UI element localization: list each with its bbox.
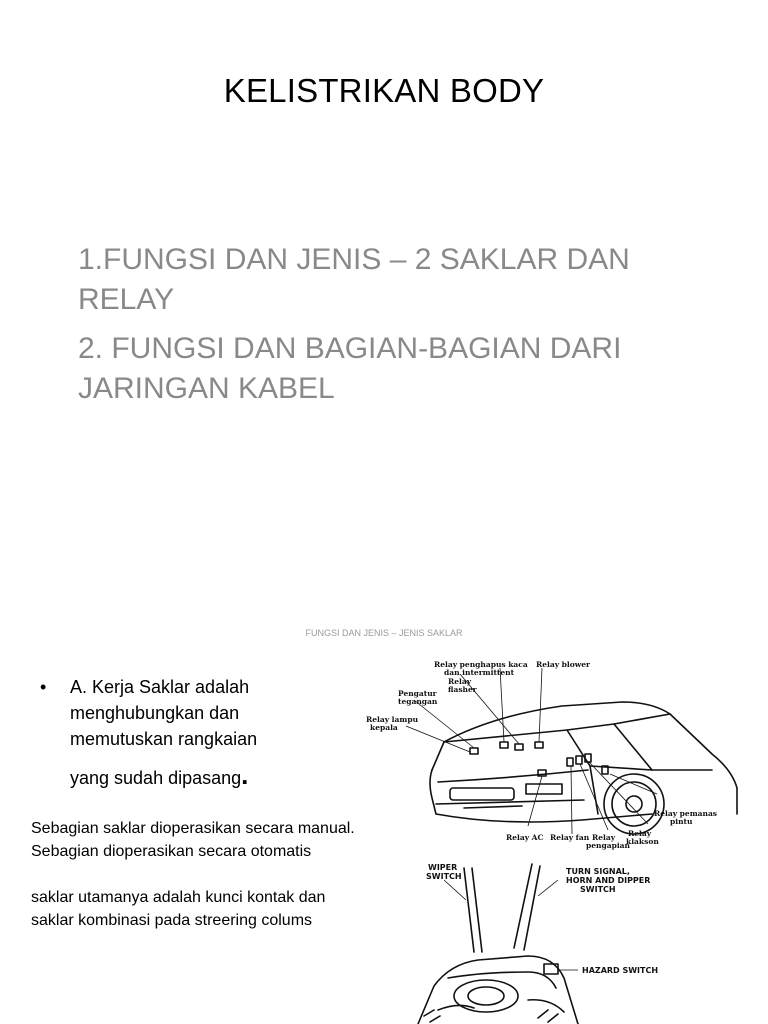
bullet-dot: • bbox=[40, 677, 47, 697]
label-relay-wiper-2: dan intermittent bbox=[444, 668, 515, 677]
slide-title-heading: KELISTRIKAN BODY bbox=[223, 72, 545, 109]
label-heater-relay-2: pintu bbox=[670, 817, 693, 826]
paragraph-line: saklar kombinasi pada streering colums bbox=[31, 912, 313, 929]
paragraph-line: Sebagian dioperasikan secara otomatis bbox=[31, 843, 312, 860]
label-relay-horn: Relay bbox=[628, 829, 652, 838]
label-headlamp-relay: Relay lampu bbox=[366, 715, 419, 724]
label-relay-defogger-2: pengapian bbox=[586, 841, 630, 850]
bullet-period: . bbox=[241, 760, 249, 790]
car-relay-diagram bbox=[352, 658, 742, 858]
agenda-list bbox=[78, 240, 718, 418]
label-turn-signal-switch: TURN SIGNAL, bbox=[566, 867, 630, 876]
bullet-line: A. Kerja Saklar adalah bbox=[70, 677, 250, 697]
label-relay-fan: Relay fan bbox=[550, 833, 590, 842]
label-relay-defogger: Relay bbox=[592, 833, 616, 842]
label-turn-signal-switch-3: SWITCH bbox=[580, 885, 616, 894]
label-relay-horn-2: klakson bbox=[626, 837, 659, 846]
paragraph-line: saklar utamanya adalah kunci kontak dan bbox=[31, 889, 326, 906]
label-heater-relay: Relay pemanas bbox=[654, 809, 718, 818]
bullet-line-text: yang sudah dipasang bbox=[70, 768, 242, 788]
paragraph-operation bbox=[31, 817, 391, 863]
paragraph-line: Sebagian saklar dioperasikan secara manual. bbox=[31, 820, 355, 837]
label-headlamp-relay-2: kepala bbox=[370, 723, 398, 732]
steering-column-switch-diagram bbox=[378, 860, 678, 1024]
label-wiper-switch: WIPER bbox=[428, 863, 458, 872]
slide-header: FUNGSI DAN JENIS – JENIS SAKLAR bbox=[305, 628, 463, 638]
label-turn-signal-switch-2: HORN AND DIPPER bbox=[566, 876, 651, 885]
agenda-item: 1.FUNGSI DAN JENIS – 2 SAKLAR DAN RELAY bbox=[78, 243, 630, 316]
label-relay-flasher-2: flasher bbox=[448, 685, 477, 694]
label-relay-ac: Relay AC bbox=[506, 833, 544, 842]
label-relay-wiper: Relay penghapus kaca bbox=[434, 660, 528, 669]
bullet-line: menghubungkan dan bbox=[70, 703, 240, 723]
paragraph-main-switches bbox=[31, 886, 391, 932]
label-hazard-switch: HAZARD SWITCH bbox=[582, 966, 659, 975]
bullet-line: memutuskan rangkaian bbox=[70, 729, 258, 749]
label-relay-flasher: Relay bbox=[448, 677, 472, 686]
agenda-item: 2. FUNGSI DAN BAGIAN-BAGIAN DARI JARINGAN KABEL bbox=[78, 332, 622, 405]
label-voltage-regulator: Pengatur bbox=[398, 689, 437, 698]
label-relay-blower: Relay blower bbox=[536, 660, 590, 669]
bullet-line bbox=[70, 762, 330, 791]
slide-switch-types bbox=[0, 576, 768, 1024]
label-wiper-switch-2: SWITCH bbox=[426, 872, 462, 881]
bullet-text bbox=[70, 674, 330, 791]
label-voltage-regulator-2: tegangan bbox=[398, 697, 438, 706]
